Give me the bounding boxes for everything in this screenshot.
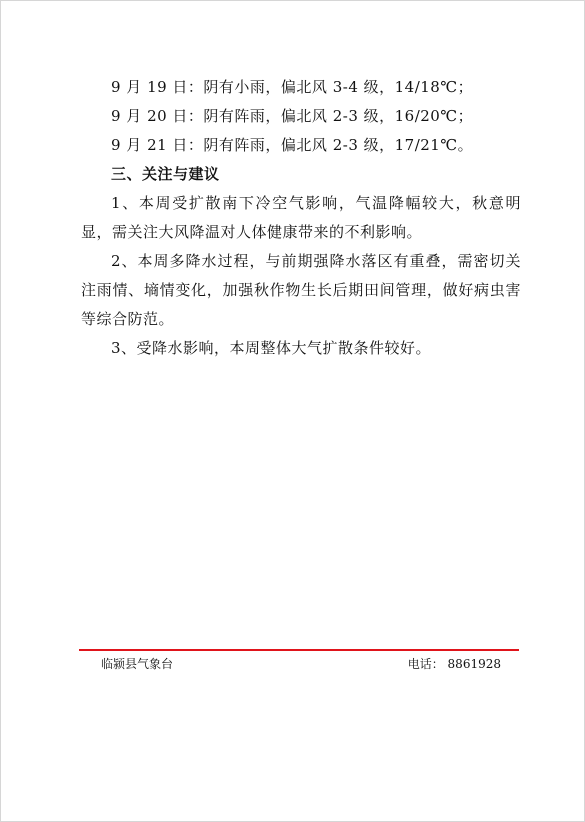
advice-paragraph-1: 1、本周受扩散南下冷空气影响，气温降幅较大，秋意明显，需关注大风降温对人体健康带来的不利影响。 bbox=[81, 194, 521, 241]
footer-divider bbox=[79, 649, 519, 651]
document-body bbox=[81, 73, 521, 363]
section-heading: 三、关注与建议 bbox=[111, 165, 220, 183]
advice-paragraph-2: 2、本周多降水过程，与前期强降水落区有重叠，需密切关注雨情、墒情变化，加强秋作物生长后期田间管理，做好病虫害等综合防范。 bbox=[81, 252, 521, 328]
footer-organization: 临颍县气象台 bbox=[101, 657, 174, 671]
footer-phone: 电话： 8861928 bbox=[407, 657, 501, 671]
forecast-line-sep-21: 9 月 21 日：阴有阵雨，偏北风 2-3 级，17/21℃。 bbox=[111, 136, 474, 154]
forecast-line-sep-19: 9 月 19 日：阴有小雨，偏北风 3-4 级，14/18℃； bbox=[111, 78, 474, 96]
forecast-line-sep-20: 9 月 20 日：阴有阵雨，偏北风 2-3 级，16/20℃； bbox=[111, 107, 474, 125]
advice-paragraph-3: 3、受降水影响，本周整体大气扩散条件较好。 bbox=[111, 339, 432, 357]
